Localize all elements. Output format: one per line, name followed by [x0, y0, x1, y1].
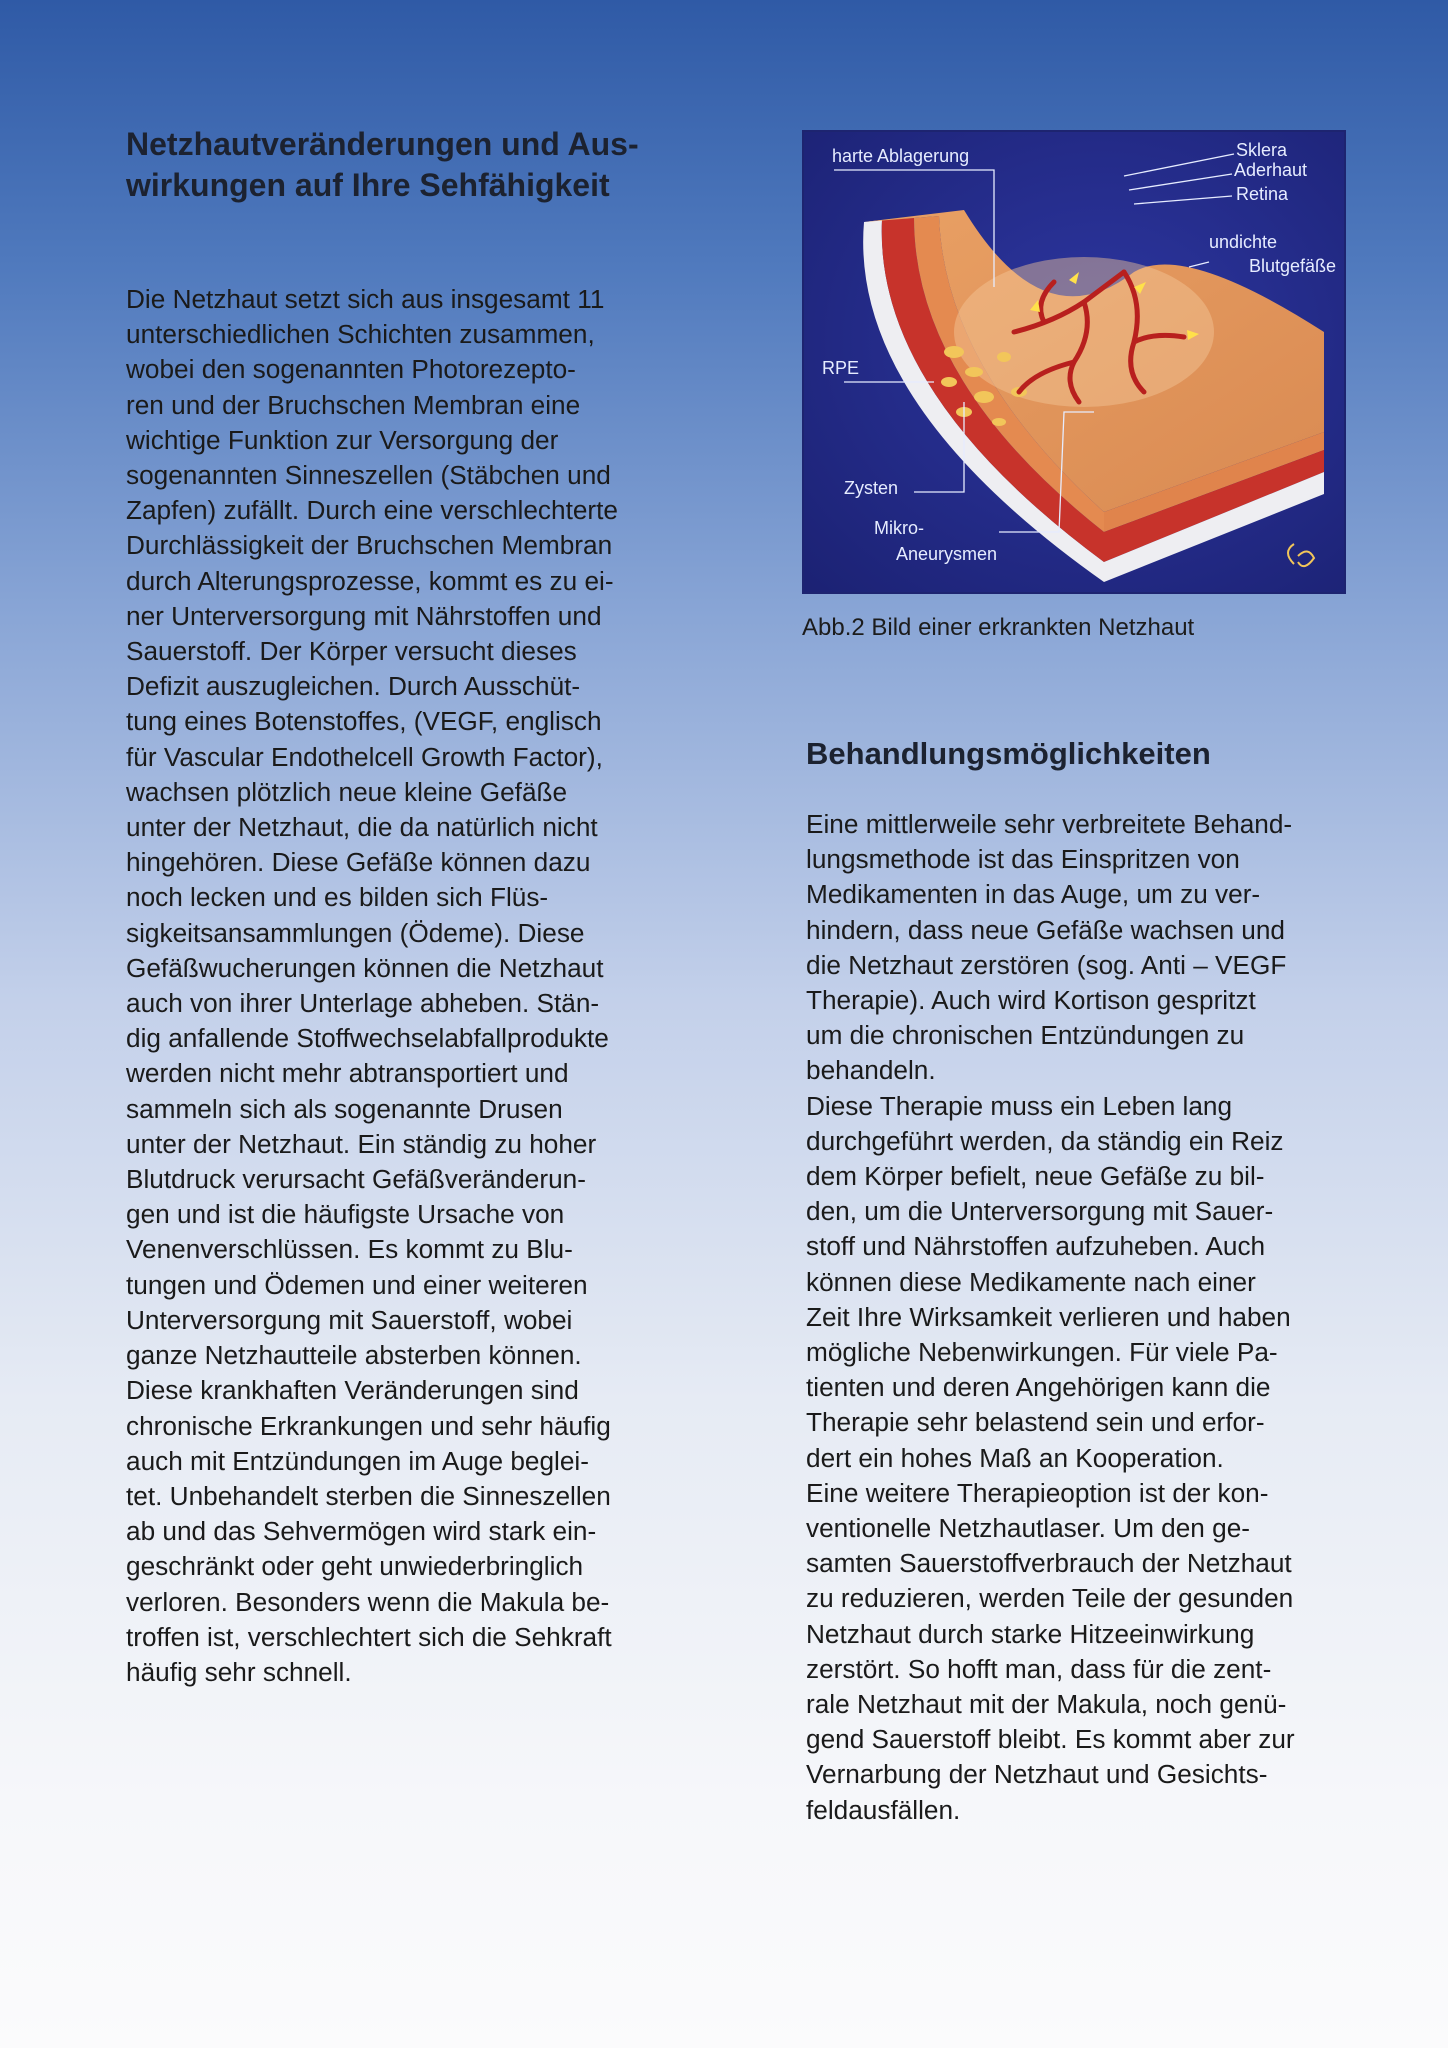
text-line: durchgeführt werden, da ständig ein Reiz [806, 1125, 1284, 1156]
text-line: Diese krankhaften Veränderungen sind [126, 1375, 579, 1406]
text-line: hindern, dass neue Gefäße wachsen und [806, 914, 1285, 945]
text-line: werden nicht mehr abtransportiert und [126, 1058, 569, 1089]
text-line: Eine weitere Therapieoption ist der kon- [806, 1477, 1269, 1508]
text-line: ner Unterversorgung mit Nährstoffen und [126, 600, 602, 631]
text-line: dem Körper befielt, neue Gefäße zu bil- [806, 1161, 1265, 1192]
text-line: Therapie). Auch wird Kortison gespritzt [806, 985, 1256, 1016]
text-line: Vernarbung der Netzhaut und Gesichts- [806, 1759, 1268, 1790]
text-line: Defizit auszugleichen. Durch Ausschüt- [126, 671, 581, 702]
text-line: durch Alterungsprozesse, kommt es zu ei- [126, 565, 614, 596]
text-line: feldausfällen. [806, 1794, 961, 1825]
label-harte-ablagerung: harte Ablagerung [832, 146, 970, 166]
text-line: behandeln. [806, 1055, 936, 1086]
text-line: wobei den sogenannten Photorezepto- [126, 354, 576, 385]
text-line: mögliche Nebenwirkungen. Für viele Pa- [806, 1337, 1278, 1368]
label-sklera: Sklera [1236, 140, 1288, 160]
text-line: tung eines Botenstoffes, (VEGF, englisch [126, 706, 602, 737]
text-line: unterschiedlichen Schichten zusammen, [126, 319, 595, 350]
figure-caption: Abb.2 Bild einer erkrankten Netzhaut [802, 614, 1195, 641]
text-line: ventionelle Netzhautlaser. Um den ge- [806, 1513, 1250, 1544]
text-line: Venenverschlüssen. Es kommt zu Blu- [126, 1234, 573, 1265]
text-line: Zeit Ihre Wirksamkeit verlieren und haben [806, 1301, 1291, 1332]
text-line: zu reduzieren, werden Teile der gesunden [806, 1583, 1294, 1614]
text-line: Gefäßwucherungen können die Netzhaut [126, 952, 604, 983]
text-line: den, um die Unterversorgung mit Sauer- [806, 1196, 1274, 1227]
label-retina: Retina [1236, 184, 1289, 204]
text-line: ganze Netzhautteile absterben können. [126, 1340, 582, 1371]
text-line: stoff und Nährstoffen aufzuheben. Auch [806, 1231, 1266, 1262]
text-line: Netzhaut durch starke Hitzeeinwirkung [806, 1618, 1255, 1649]
text-line: noch lecken und es bilden sich Flüs- [126, 882, 549, 913]
text-line: unter der Netzhaut, die da natürlich nicht [126, 812, 598, 843]
text-line: Die Netzhaut setzt sich aus insgesamt 11 [126, 284, 605, 314]
text-line: dig anfallende Stoffwechselabfallprodukte [126, 1023, 609, 1054]
text-line: sigkeitsansammlungen (Ödeme). Diese [126, 917, 585, 948]
text-line: auch von ihrer Unterlage abheben. Stän- [126, 988, 600, 1019]
retina-illustration [802, 130, 1346, 594]
label-undichte: undichte [1209, 232, 1278, 252]
text-line: Diese Therapie muss ein Leben lang [806, 1090, 1233, 1121]
label-rpe: RPE [822, 358, 860, 378]
text-line: um die chronischen Entzündungen zu [806, 1020, 1245, 1051]
text-line: sogenannten Sinneszellen (Stäbchen und [126, 460, 611, 491]
text-line: unter der Netzhaut. Ein ständig zu hoher [126, 1128, 597, 1159]
text-line: hingehören. Diese Gefäße können dazu [126, 847, 591, 878]
text-line: sammeln sich als sogenannte Drusen [126, 1093, 563, 1124]
text-line: rale Netzhaut mit der Makula, noch genü- [806, 1689, 1287, 1720]
retina-cross-section-image [804, 132, 1344, 592]
text-line: dert ein hohes Maß an Kooperation. [806, 1442, 1224, 1473]
text-line: gen und ist die häufigste Ursache von [126, 1199, 565, 1230]
text-line: Durchlässigkeit der Bruchschen Membran [126, 530, 613, 561]
text-line: tungen und Ödemen und einer weiteren [126, 1269, 588, 1300]
label-aneurysmen: Aneurysmen [896, 544, 998, 564]
label-zysten: Zysten [844, 478, 899, 498]
text-line: Blutdruck verursacht Gefäßveränderun- [126, 1164, 586, 1195]
right-body-text [806, 807, 1295, 1828]
text-line: häufig sehr schnell. [126, 1656, 352, 1687]
left-column [126, 124, 686, 1690]
text-line: verloren. Besonders wenn die Makula be- [126, 1586, 610, 1617]
text-line: auch mit Entzündungen im Auge beglei- [126, 1445, 589, 1476]
text-line: die Netzhaut zerstören (sog. Anti – VEGF [806, 949, 1287, 980]
text-line: samten Sauerstoffverbrauch der Netzhaut [806, 1548, 1292, 1579]
text-line: Sauerstoff. Der Körper versucht dieses [126, 636, 577, 667]
text-line: Zapfen) zufällt. Durch eine verschlechterte [126, 495, 618, 526]
left-body-text [126, 282, 686, 1690]
left-heading-line: wirkungen auf Ihre Sehfähigkeit [126, 167, 610, 203]
text-line: lungsmethode ist das Einspritzen von [806, 844, 1240, 875]
text-line: zerstört. So hofft man, dass für die zent- [806, 1653, 1272, 1684]
text-line: wachsen plötzlich neue kleine Gefäße [126, 776, 568, 807]
right-heading: Behandlungsmöglichkeiten [806, 736, 1211, 771]
label-blutgefaesse: Blutgefäße [1249, 256, 1337, 276]
text-line: chronische Erkrankungen und sehr häufig [126, 1410, 611, 1441]
text-line: troffen ist, verschlechtert sich die Sehkraft [126, 1621, 612, 1652]
text-line: ab und das Sehvermögen wird stark ein- [126, 1516, 597, 1547]
text-line: Unterversorgung mit Sauerstoff, wobei [126, 1304, 573, 1335]
text-line: tet. Unbehandelt sterben die Sinneszellen [126, 1480, 611, 1511]
text-line: für Vascular Endothelcell Growth Factor), [126, 741, 603, 772]
label-aderhaut: Aderhaut [1234, 160, 1308, 180]
text-line: Medikamenten in das Auge, um zu ver- [806, 879, 1261, 910]
text-line: wichtige Funktion zur Versorgung der [126, 424, 559, 455]
text-line: können diese Medikamente nach einer [806, 1266, 1256, 1297]
label-mikro: Mikro- [874, 518, 924, 538]
text-line: ren und der Bruchschen Membran eine [126, 389, 581, 420]
text-line: tienten und deren Angehörigen kann die [806, 1372, 1271, 1403]
text-line: Therapie sehr belastend sein und erfor- [806, 1407, 1265, 1438]
left-heading-line: Netzhautveränderungen und Aus- [126, 126, 639, 162]
text-line: Eine mittlerweile sehr verbreitete Behand- [806, 809, 1293, 839]
text-line: geschränkt oder geht unwiederbringlich [126, 1551, 584, 1582]
text-line: gend Sauerstoff bleibt. Es kommt aber zur [806, 1724, 1295, 1755]
left-heading [126, 124, 686, 212]
